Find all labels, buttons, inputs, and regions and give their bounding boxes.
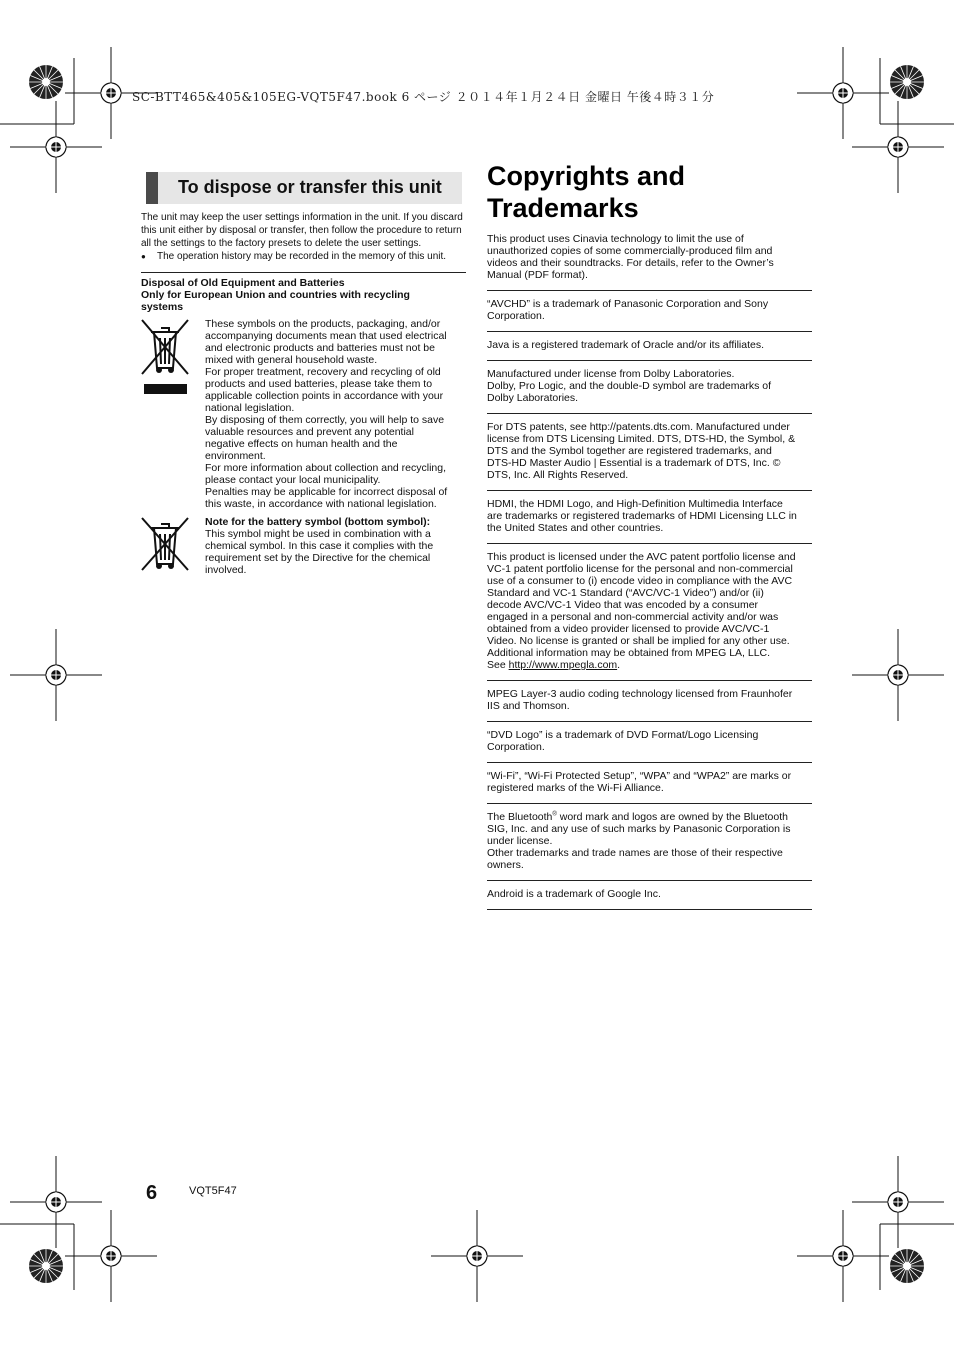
text-span: word mark and logos are owned by the Bluetooth [556, 811, 788, 823]
trademark-item [487, 497, 812, 544]
page-number: 6 [146, 1182, 158, 1204]
text-line: are trademarks or registered trademarks of HDMI Licensing LLC in [487, 510, 797, 522]
text-line: requirement set by the Directive for the chemical [205, 552, 431, 564]
trademark-item [487, 233, 812, 291]
text-line: negative effects on human health and the [205, 438, 398, 450]
text-line: national legislation. [205, 402, 295, 414]
dispose-intro [141, 211, 465, 263]
text-line: chemical symbol. In this case it complies with the [205, 540, 434, 552]
trademark-item [487, 297, 812, 332]
text-line: Video. No license is granted or shall be implied for any other use. [487, 635, 790, 647]
section-heading-text: To dispose or transfer this unit [178, 177, 442, 197]
disposal-heading-line: Only for European Union and countries with recycling [141, 289, 410, 301]
trademark-item [487, 420, 812, 491]
text-span: See [487, 659, 509, 671]
title-line: Copyrights and [487, 161, 686, 191]
battery-note-title: Note for the battery symbol (bottom symbol): [205, 516, 431, 528]
text-line: decode AVC/VC-1 Video that was encoded by a consumer [487, 599, 759, 611]
text-line: DTS-HD Master Audio | Essential is a trademark of DTS, Inc. © [487, 457, 781, 469]
text-line: Other trademarks and trade names are those of their respective [487, 847, 783, 859]
intro-line: this unit either by disposal or transfer, then follow the procedure to return [141, 225, 462, 236]
registered-mark: ® [552, 811, 557, 818]
text-line: By disposing of them correctly, you will help to save [205, 414, 445, 426]
text-line: “DVD Logo” is a trademark of DVD Format/Logo Licensing [487, 729, 759, 741]
text-line: “Wi-Fi”, “Wi-Fi Protected Setup”, “WPA” and “WPA2” are marks or [487, 770, 792, 782]
text-line: Additional information may be obtained from MPEG LA, LLC. [487, 647, 771, 659]
page-title [487, 160, 807, 224]
text-line [487, 811, 812, 823]
text-line: mixed with general household waste. [205, 354, 378, 366]
text-line: Manufactured under license from Dolby Laboratories. [487, 368, 735, 380]
text-line: Standard and VC-1 Standard (“AVC/VC-1 Video”) and/or (ii) [487, 587, 764, 599]
text-line: MPEG Layer-3 audio coding technology licensed from Fraunhofer [487, 688, 793, 700]
crossed-bin-battery-icon [140, 516, 190, 574]
trademark-item [487, 367, 812, 414]
intro-line: The unit may keep the user settings information in the unit. If you discard [141, 212, 463, 223]
text-line: This symbol might be used in combination with a [205, 528, 431, 540]
divider [141, 272, 466, 273]
disposal-heading [141, 277, 466, 313]
text-line: This product uses Cinavia technology to limit the use of [487, 233, 744, 245]
disposal-heading-line: Disposal of Old Equipment and Batteries [141, 277, 345, 289]
text-span: The Bluetooth [487, 811, 553, 823]
bullet-item: ● The operation history may be recorded in the memory of this unit. [141, 250, 465, 263]
disposal-heading-line: systems [141, 301, 184, 313]
text-line: license from DTS Licensing Limited. DTS, DTS-HD, the Symbol, & [487, 433, 796, 445]
text-line: and electronic products and batteries must not be [205, 342, 435, 354]
text-line: Manual (PDF format). [487, 269, 588, 281]
trademark-item [487, 769, 812, 804]
text-line: use of a consumer to (i) encode video in compliance with the AVC [487, 575, 793, 587]
crossed-bin-icon [140, 318, 190, 398]
text-line: products and used batteries, please take them to [205, 378, 433, 390]
text-line: environment. [205, 450, 266, 462]
section-heading-dispose [146, 172, 462, 204]
text-line: This product is licensed under the AVC patent portfolio license and [487, 551, 796, 563]
text-line: DTS, Inc. All Rights Reserved. [487, 469, 629, 481]
mpegla-link[interactable]: http://www.mpegla.com [508, 659, 618, 671]
text-line: unauthorized copies of some commercially-produced film and [487, 245, 773, 257]
text-line: “AVCHD” is a trademark of Panasonic Corporation and Sony [487, 298, 769, 310]
text-line: the United States and other countries. [487, 522, 664, 534]
text-line [487, 659, 812, 671]
symbols-description [205, 318, 465, 510]
text-line: valuable resources and prevent any potential [205, 426, 414, 438]
text-line: applicable collection points in accordance with your [205, 390, 444, 402]
text-line: VC-1 patent portfolio license for the personal and non-commercial [487, 563, 793, 575]
text-line: Corporation. [487, 741, 545, 753]
trademark-item [487, 550, 812, 681]
text-line: under license. [487, 835, 553, 847]
trademark-item [487, 887, 812, 910]
text-line: IIS and Thomson. [487, 700, 570, 712]
text-line: Penalties may be applicable for incorrect disposal of [205, 486, 448, 498]
text-line: Corporation. [487, 310, 545, 322]
text-line: videos and their soundtracks. For details, refer to the Owner’s [487, 257, 774, 269]
battery-note [205, 516, 465, 576]
text-line: For DTS patents, see http://patents.dts.com. Manufactured under [487, 421, 790, 433]
title-line: Trademarks [487, 193, 639, 223]
print-file-info: SC-BTT465&405&105EG-VQT5F47.book 6 ページ ２０１４年１月２４日 金曜日 午後４時３１分 [132, 90, 715, 104]
text-line: These symbols on the products, packaging, and/or [205, 318, 441, 330]
text-line: Dolby Laboratories. [487, 392, 579, 404]
text-line: For proper treatment, recovery and recycling of old [205, 366, 441, 378]
text-span: . [617, 659, 621, 671]
text-line: please contact your local municipality. [205, 474, 381, 486]
intro-line: all the settings to the factory presets to delete the user settings. [141, 238, 422, 249]
trademark-item [487, 728, 812, 763]
text-line: Java is a registered trademark of Oracle and/or its affiliates. [487, 339, 765, 351]
text-line: Dolby, Pro Logic, and the double-D symbol are trademarks of [487, 380, 772, 392]
text-line: DTS and the Symbol together are registered trademarks, and [487, 445, 772, 457]
text-line: Android is a trademark of Google Inc. [487, 888, 661, 900]
text-line: involved. [205, 564, 247, 576]
trademark-item [487, 810, 812, 881]
text-line: engaged in a personal and non-commercial activity and/or was [487, 611, 779, 623]
text-line: For more information about collection and recycling, [205, 462, 447, 474]
text-line: registered marks of the Wi-Fi Alliance. [487, 782, 664, 794]
text-line: accompanying documents mean that used electrical [205, 330, 447, 342]
text-line: owners. [487, 859, 524, 871]
text-line: HDMI, the HDMI Logo, and High-Definition Multimedia Interface [487, 498, 783, 510]
text-line: obtained from a video provider licensed to provide AVC/VC-1 [487, 623, 770, 635]
trademark-item [487, 338, 812, 361]
text-line: this waste, in accordance with national legislation. [205, 498, 437, 510]
text-line: SIG, Inc. and any use of such marks by Panasonic Corporation is [487, 823, 791, 835]
trademark-list [487, 233, 812, 916]
document-code: VQT5F47 [189, 1185, 237, 1197]
trademark-item [487, 687, 812, 722]
